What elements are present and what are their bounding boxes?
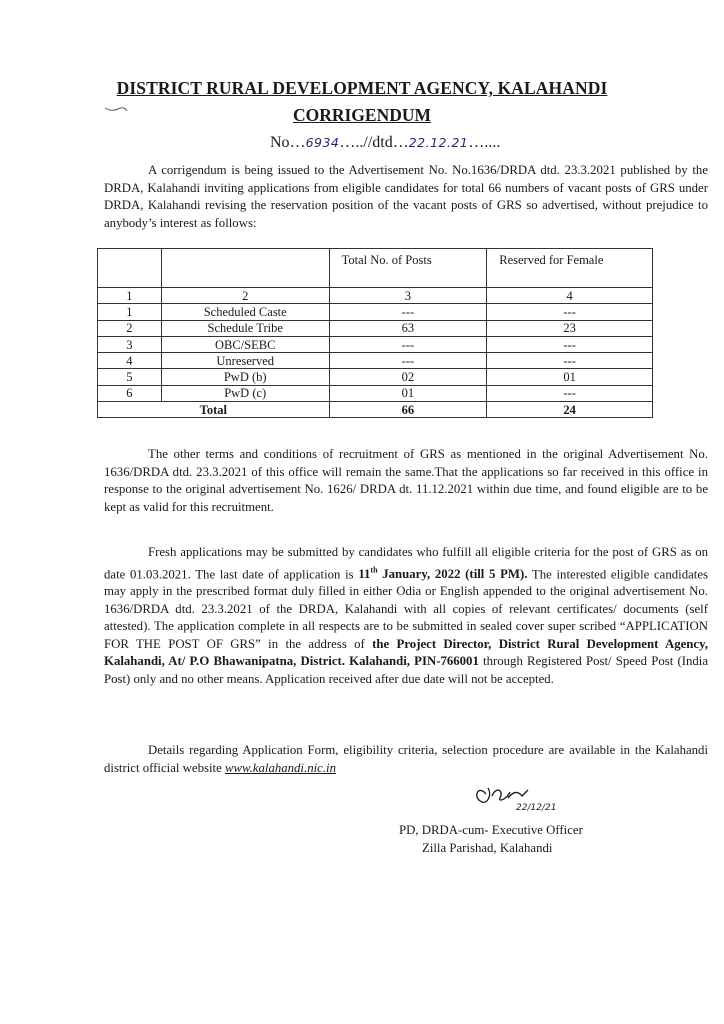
table-cell: PwD (b): [161, 369, 329, 385]
fresh-text-2: The interested eligible candidates may apply in the prescribed format duly filled in either Odia or English appended to the original advertisement No. 1636/DRDA dtd. 23.3.2021 of the DRDA, Kalahandi with all copies of relevant certificates/ documents (self attested). The application complete in all respects are to be submitted in sealed cover super scribed “APPLICATION FOR THE POST OF GRS” in the address of: [104, 566, 708, 651]
table-index-row: [98, 288, 653, 304]
details-text: Details regarding Application Form, eligibility criteria, selection procedure are available in the Kalahandi district official website: [104, 743, 708, 775]
table-cell: 1: [98, 304, 162, 320]
fresh-text-1: Fresh applications may be submitted by candidates who fulfill all eligible criteria for the post of GRS as on date 01.03.2021. The last date of application is: [104, 545, 708, 581]
table-row: [98, 369, 653, 385]
fresh-applications-paragraph: [104, 544, 708, 688]
total-label: Total: [98, 402, 330, 418]
table-cell: 23: [487, 320, 653, 336]
table-cell: ---: [487, 353, 653, 369]
table-cell: ---: [329, 304, 487, 320]
details-paragraph: [104, 742, 708, 777]
table-row: [98, 304, 653, 320]
table-cell: ---: [329, 353, 487, 369]
signature-date: 22/12/21: [516, 803, 557, 813]
table-cell: PwD (c): [161, 385, 329, 401]
table-cell: OBC/SEBC: [161, 336, 329, 352]
reference-line: [270, 134, 500, 152]
table-cell: 3: [329, 288, 487, 304]
table-cell: 01: [487, 369, 653, 385]
agency-title: DISTRICT RURAL DEVELOPMENT AGENCY, KALAHANDI: [116, 78, 608, 98]
signatory-office: Zilla Parishad, Kalahandi: [422, 841, 553, 855]
website-link[interactable]: www.kalahandi.nic.in: [224, 760, 336, 775]
intro-paragraph: A corrigendum is being issued to the Advertisement No. No.1636/DRDA dtd. 23.3.2021 published by the DRDA, Kalahandi inviting applications from eligible candidates for total 66 numbers of vacant posts of GRS under DRDA, Kalahandi revising the reservation position of the vacant posts of GRS so advertised, without prejudice to anybody’s interest as follows:: [104, 163, 708, 230]
total-posts: 66: [329, 402, 487, 418]
table-row: [98, 385, 653, 401]
table-row: [98, 353, 653, 369]
header-reserved-female: Reserved for Female: [487, 249, 653, 288]
table-cell: 6: [98, 385, 162, 401]
ref-date: 22.12.21: [408, 135, 469, 150]
table-cell: 3: [98, 336, 162, 352]
table-cell: 02: [329, 369, 487, 385]
ref-suffix: …....: [468, 134, 501, 151]
header-total-posts: Total No. of Posts: [329, 249, 487, 288]
table-cell: 4: [98, 353, 162, 369]
table-cell: ---: [487, 385, 653, 401]
table-cell: 4: [487, 288, 653, 304]
terms-paragraph: The other terms and conditions of recruitment of GRS as mentioned in the original Advertisement No. 1636/DRDA dtd. 23.3.2021 of this office will remain the same.That the applications so far received in this office in response to the original advertisement No. 1626/ DRDA dt. 11.12.2021 within due time, and found eligible are to be kept as valid for this recruitment.: [104, 447, 708, 514]
signature-icon: [458, 776, 578, 820]
table-cell: 63: [329, 320, 487, 336]
table-cell: Unreserved: [161, 353, 329, 369]
table-row: [98, 336, 653, 352]
table-total-row: [98, 402, 653, 418]
fresh-text-3: through Registered Post/ Speed Post (India Post) only and no other means. Application received after due date will not be accepted.: [104, 654, 708, 686]
table-cell: ---: [329, 336, 487, 352]
table-row: [98, 320, 653, 336]
table-cell: 2: [98, 320, 162, 336]
table-cell: Scheduled Caste: [161, 304, 329, 320]
table-cell: 2: [161, 288, 329, 304]
submission-address: the Project Director, District Rural Development Agency, Kalahandi, At/ P.O Bhawanipatna, District. Kalahandi, PIN-766001: [104, 636, 708, 669]
table-cell: 01: [329, 385, 487, 401]
posts-table: [97, 248, 653, 418]
table-cell: Schedule Tribe: [161, 320, 329, 336]
ref-prefix: No…: [270, 134, 306, 151]
header-cell: [98, 249, 162, 288]
table-cell: 5: [98, 369, 162, 385]
ref-number: 6934: [305, 135, 340, 150]
ref-mid: …..//dtd…: [339, 134, 409, 151]
table-cell: ---: [487, 304, 653, 320]
table-header-row: [98, 249, 653, 288]
header-cell: [161, 249, 329, 288]
total-female: 24: [487, 402, 653, 418]
table-cell: 1: [98, 288, 162, 304]
deadline: 11th January, 2022 (till 5 PM).: [358, 565, 528, 581]
signatory-designation: PD, DRDA-cum- Executive Officer: [399, 823, 583, 837]
corrigendum-heading: CORRIGENDUM: [292, 105, 432, 125]
table-cell: ---: [487, 336, 653, 352]
